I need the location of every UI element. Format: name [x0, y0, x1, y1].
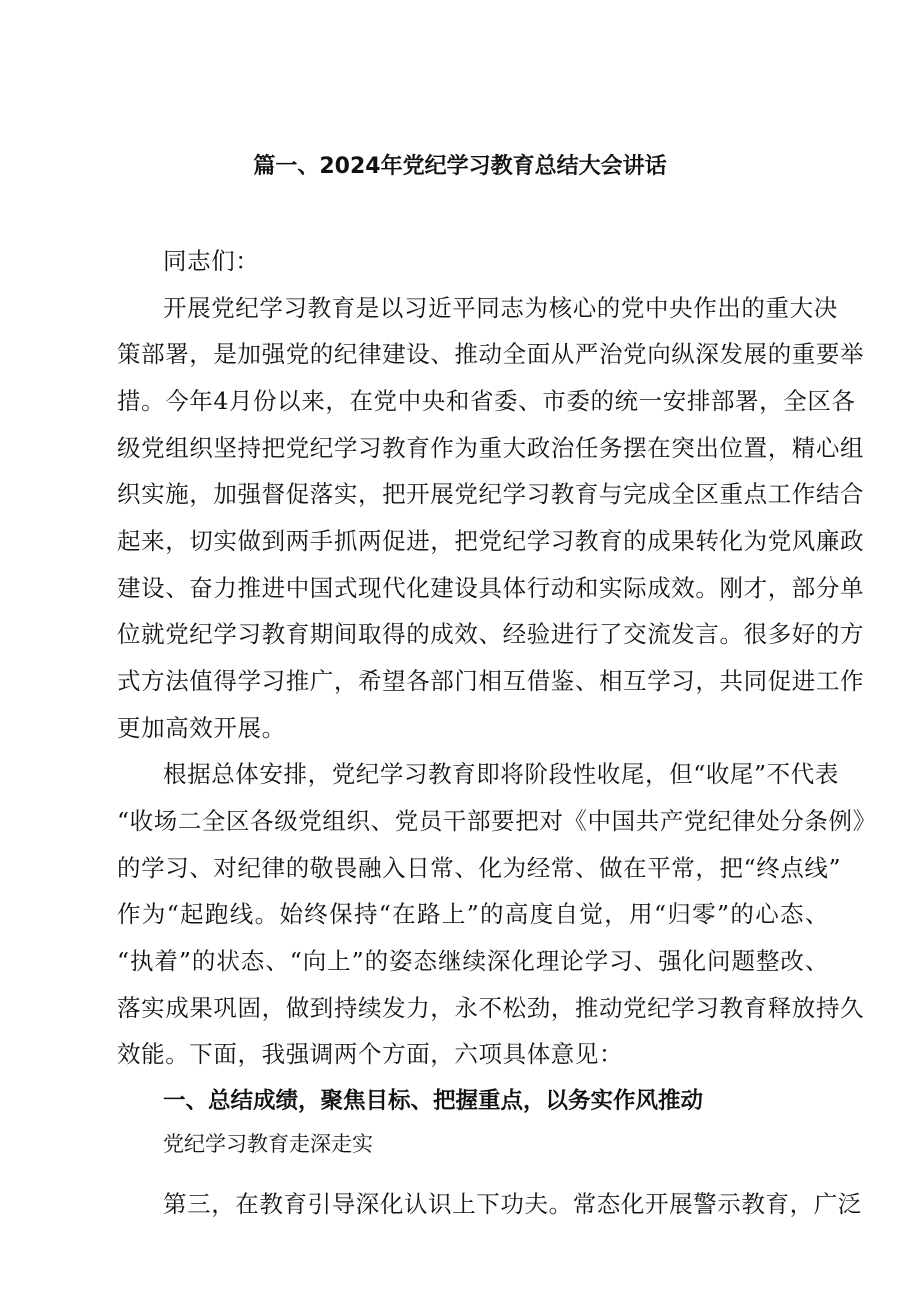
document-title: 篇一、2024年党纪学习教育总结大会讲话: [253, 154, 667, 179]
paragraph-line: 起来，切实做到两手抓两促进，把党纪学习教育的成果转化为党风廉政: [117, 527, 865, 555]
section-subheading: 党纪学习教育走深走实: [163, 1132, 373, 1156]
paragraph-line: 的学习、对纪律的敬畏融入日常、化为经常、做在平常，把“终点线”: [117, 854, 842, 882]
paragraph-line: 根据总体安排，党纪学习教育即将阶段性收尾，但“收尾”不代表: [163, 760, 839, 788]
paragraph-line: 落实成果巩固，做到持续发力，永不松劲，推动党纪学习教育释放持久: [117, 994, 865, 1022]
paragraph-line: 策部署，是加强党的纪律建设、推动全面从严治党向纵深发展的重要举: [117, 340, 865, 368]
paragraph-line: 级党组织坚持把党纪学习教育作为重大政治任务摆在突出位置，精心组: [117, 434, 865, 462]
paragraph-line: 更加高效开展。: [117, 714, 286, 742]
paragraph-line: “执着”的状态、“向上”的姿态继续深化理论学习、强化问题整改、: [117, 947, 829, 975]
paragraph-line: 位就党纪学习教育期间取得的成效、经验进行了交流发言。很多好的方: [117, 620, 865, 648]
paragraph-line: 措。今年4月份以来，在党中央和省委、市委的统一安排部署，全区各: [117, 387, 856, 415]
paragraph-line: 织实施，加强督促落实，把开展党纪学习教育与完成全区重点工作结合: [117, 480, 865, 508]
greeting: 同志们：: [163, 247, 260, 275]
paragraph-line: 效能。下面，我强调两个方面，六项具体意见：: [117, 1040, 624, 1068]
third-point-line: 第三，在教育引导深化认识上下功夫。常态化开展警示教育，广泛: [163, 1190, 862, 1218]
section-heading: 一、总结成绩，聚焦目标、把握重点，以务实作风推动: [163, 1088, 704, 1114]
paragraph-line: “收场二全区各级党组织、党员干部要把对《中国共产党纪律处分条例》: [117, 807, 877, 835]
paragraph-line: 建设、奋力推进中国式现代化建设具体行动和实际成效。刚才，部分单: [117, 574, 865, 602]
paragraph-line: 作为“起跑线。始终保持“在路上”的高度自觉，用“归零”的心态、: [117, 900, 829, 928]
paragraph-line: 式方法值得学习推广，希望各部门相互借鉴、相互学习，共同促进工作: [117, 667, 865, 695]
paragraph-line: 开展党纪学习教育是以习近平同志为核心的党中央作出的重大决: [163, 294, 838, 322]
